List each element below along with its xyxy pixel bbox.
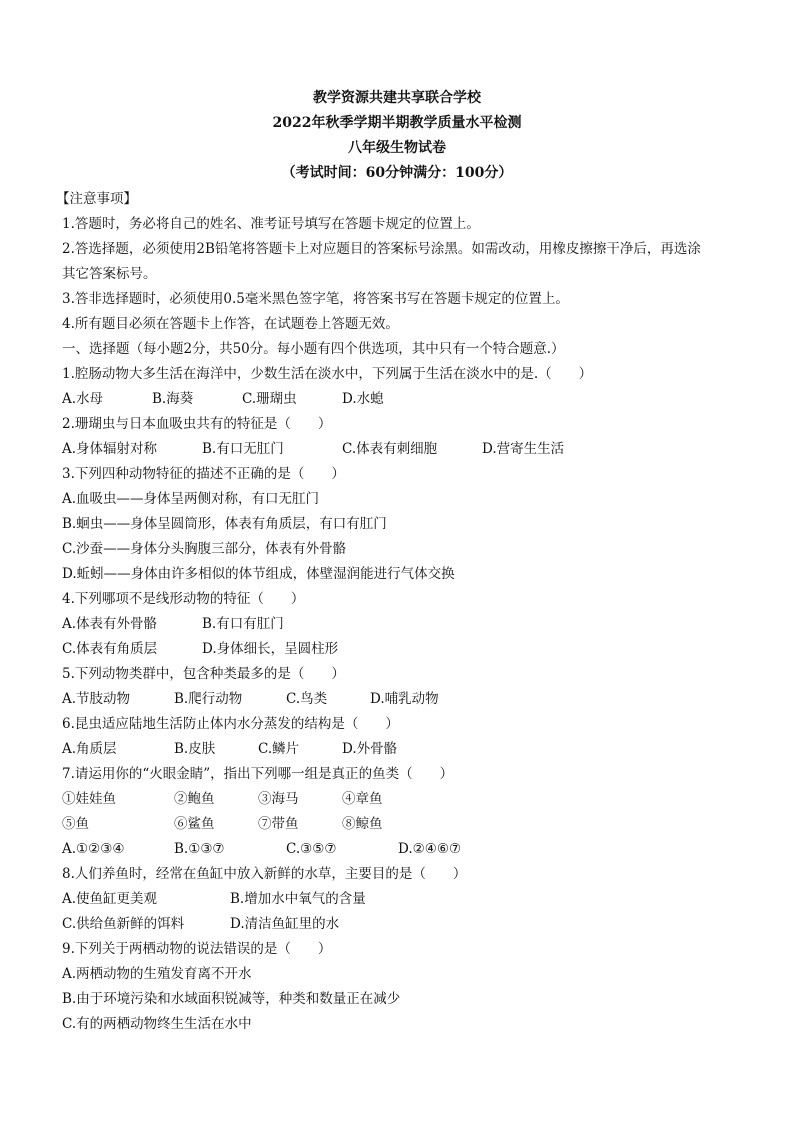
option: D.营寄生生活 — [482, 441, 565, 457]
question-stem: 8.人们养鱼时，经常在鱼缸中放入新鲜的水草，主要目的是（ ） — [62, 866, 467, 882]
option: D.水螅 — [342, 391, 384, 407]
notice-item: 2.答选择题，必须使用2B铅笔将答题卡上对应题目的答案标号涂黑。如需改动，用橡皮擦擦干净后，再选涂 — [62, 241, 701, 257]
notice-item: 4.所有题目必须在答题卡上作答，在试题卷上答题无效。 — [62, 316, 399, 332]
question-options — [62, 687, 752, 712]
school-name: 教学资源共建共享联合学校 — [313, 90, 481, 106]
option: C.供给鱼新鲜的饵料 — [62, 916, 185, 932]
list-item: ④章鱼 — [342, 791, 383, 807]
question-items — [62, 812, 752, 837]
exam-time: （考试时间：60分钟满分：100分） — [281, 165, 513, 181]
option: C.有的两栖动物终生生活在水中 — [62, 1016, 252, 1032]
question-stem: 9.下列关于两栖动物的说法错误的是（ ） — [62, 941, 332, 957]
notice-item: 3.答非选择题时，必须使用0.5毫米黑色签字笔，将答案书写在答题卡规定的位置上。 — [62, 291, 569, 307]
question-options — [62, 837, 752, 862]
option: C.体表有角质层 — [62, 641, 158, 657]
option: C.鳞片 — [258, 741, 300, 757]
question-stem: 7.请运用你的“火眼金睛”，指出下列哪一组是真正的鱼类（ ） — [62, 766, 454, 782]
subject-title: 八年级生物试卷 — [348, 140, 446, 156]
question-stem: 5.下列动物类群中，包含种类最多的是（ ） — [62, 666, 345, 682]
option: B.皮肤 — [174, 741, 216, 757]
option: B.蛔虫——身体呈圆筒形，体表有角质层，有口有肛门 — [62, 516, 387, 532]
question-options — [62, 437, 752, 462]
question-options — [62, 637, 752, 662]
notice-item: 其它答案标号。 — [62, 266, 157, 282]
option: A.体表有外骨骼 — [62, 616, 158, 632]
list-item: ⑦带鱼 — [258, 816, 299, 832]
question-options — [62, 912, 752, 937]
question-stem: 4.下列哪项不是线形动物的特征（ ） — [62, 591, 305, 607]
list-item: ③海马 — [258, 791, 299, 807]
option: B.增加水中氧气的含量 — [230, 891, 366, 907]
question-stem: 2.珊瑚虫与日本血吸虫共有的特征是（ ） — [62, 416, 332, 432]
question-items — [62, 787, 752, 812]
option: A.角质层 — [62, 741, 117, 757]
question-options — [62, 887, 752, 912]
option: B.海葵 — [152, 391, 194, 407]
section-title: 一、选择题（每小题2分，共50分。每小题有四个供选项，其中只有一个特合题意.） — [62, 341, 565, 357]
exam-header — [0, 86, 794, 186]
option: B.有口有肛门 — [202, 616, 284, 632]
exam-title: 2022年秋季学期半期教学质量水平检测 — [272, 115, 522, 131]
notice-title: 【注意事项】 — [56, 191, 137, 207]
question-options — [62, 737, 752, 762]
option: A.使鱼缸更美观 — [62, 891, 158, 907]
option: D.外骨骼 — [342, 741, 398, 757]
option: B.有口无肛门 — [202, 441, 284, 457]
option: A.①②③④ — [62, 841, 125, 857]
option: A.水母 — [62, 391, 104, 407]
option: C.沙蚕——身体分头胸腹三部分，体表有外骨骼 — [62, 541, 347, 557]
option: B.爬行动物 — [174, 691, 243, 707]
option: D.蚯蚓——身体由许多相似的体节组成，体壁湿润能进行气体交换 — [62, 566, 455, 582]
option: A.血吸虫——身体呈两侧对称，有口无肛门 — [62, 491, 320, 507]
option: C.珊瑚虫 — [242, 391, 297, 407]
option: A.两栖动物的生殖发育离不开水 — [62, 966, 252, 982]
option: C.体表有刺细胞 — [342, 441, 438, 457]
option: D.身体细长，呈圆柱形 — [202, 641, 339, 657]
option: D.②④⑥⑦ — [398, 841, 462, 857]
question-stem: 3.下列四种动物特征的描述不正确的是（ ） — [62, 466, 345, 482]
question-options — [62, 612, 752, 637]
option: B.由于环境污染和水域面积锐减等，种类和数量正在减少 — [62, 991, 401, 1007]
notice-item: 1.答题时，务必将自己的姓名、准考证号填写在答题卡规定的位置上。 — [62, 216, 480, 232]
exam-body — [56, 187, 752, 1037]
list-item: ②鲍鱼 — [174, 791, 215, 807]
list-item: ⑤鱼 — [62, 816, 89, 832]
list-item: ⑥鲨鱼 — [174, 816, 215, 832]
option: D.哺乳动物 — [370, 691, 439, 707]
option: A.身体辐射对称 — [62, 441, 158, 457]
list-item: ①娃娃鱼 — [62, 791, 116, 807]
question-options — [62, 387, 752, 412]
question-stem: 6.昆虫适应陆地生活防止体内水分蒸发的结构是（ ） — [62, 716, 399, 732]
list-item: ⑧鲸鱼 — [342, 816, 383, 832]
option: B.①③⑦ — [174, 841, 225, 857]
option: D.清洁鱼缸里的水 — [230, 916, 340, 932]
question-stem: 1.腔肠动物大多生活在海洋中，少数生活在淡水中，下列属于生活在淡水中的是.（ ） — [62, 366, 593, 382]
option: C.③⑤⑦ — [286, 841, 337, 857]
option: C.鸟类 — [286, 691, 328, 707]
option: A.节肢动物 — [62, 691, 131, 707]
